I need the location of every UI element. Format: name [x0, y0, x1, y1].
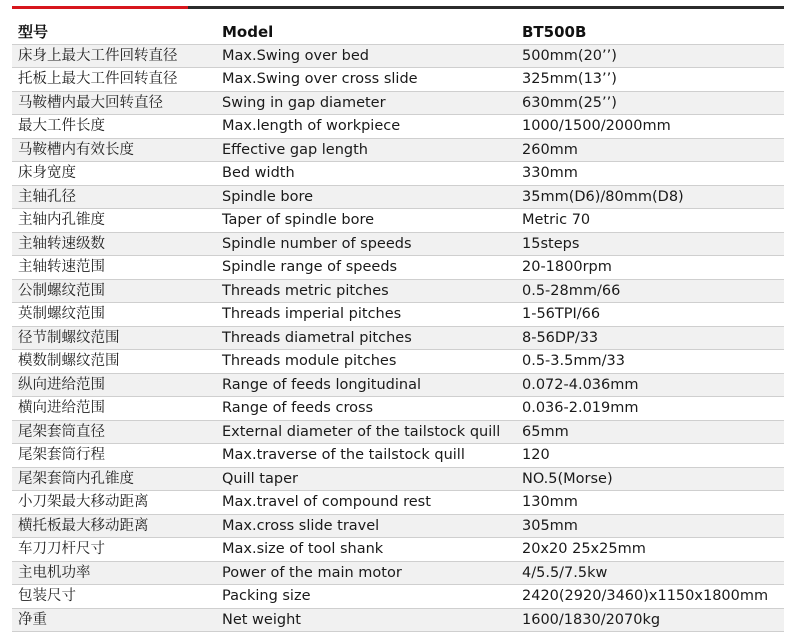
spec-value: 500mm(20’’): [516, 44, 784, 68]
spec-value: 8-56DP/33: [516, 326, 784, 350]
table-row: [12, 91, 784, 115]
table-row: [12, 585, 784, 609]
spec-value: 0.5-28mm/66: [516, 279, 784, 303]
table-row: [12, 185, 784, 209]
spec-value: 305mm: [516, 514, 784, 538]
spec-value: 2420(2920/3460)x1150x1800mm: [516, 585, 784, 609]
specification-table: [12, 21, 784, 632]
table-row: [12, 303, 784, 327]
spec-label-en: Max.size of tool shank: [216, 538, 516, 562]
spec-value: 1000/1500/2000mm: [516, 115, 784, 139]
spec-label-en: Quill taper: [216, 467, 516, 491]
table-row: [12, 514, 784, 538]
spec-value: 325mm(13’’): [516, 68, 784, 92]
table-row: [12, 467, 784, 491]
spec-value: 65mm: [516, 420, 784, 444]
spec-label-en: Spindle number of speeds: [216, 232, 516, 256]
spec-table-body: [12, 44, 784, 632]
spec-label-cn: 马鞍槽内有效长度: [12, 138, 216, 162]
spec-label-cn: 英制螺纹范围: [12, 303, 216, 327]
spec-value: 330mm: [516, 162, 784, 186]
table-row: [12, 44, 784, 68]
table-row: [12, 162, 784, 186]
spec-label-en: Net weight: [216, 608, 516, 632]
spec-value: 120: [516, 444, 784, 468]
spec-label-en: Spindle range of speeds: [216, 256, 516, 280]
spec-label-cn: 床身上最大工件回转直径: [12, 44, 216, 68]
header-accent-red: [12, 6, 188, 9]
spec-label-en: Effective gap length: [216, 138, 516, 162]
table-row: [12, 68, 784, 92]
spec-label-cn: 横托板最大移动距离: [12, 514, 216, 538]
spec-value: 20-1800rpm: [516, 256, 784, 280]
table-row: [12, 115, 784, 139]
spec-label-cn: 尾架套筒直径: [12, 420, 216, 444]
spec-label-cn: 车刀刀杆尺寸: [12, 538, 216, 562]
spec-value: 0.072-4.036mm: [516, 373, 784, 397]
spec-label-cn: 马鞍槽内最大回转直径: [12, 91, 216, 115]
spec-label-cn: 尾架套筒行程: [12, 444, 216, 468]
spec-value: 1600/1830/2070kg: [516, 608, 784, 632]
header-model-cn: 型号: [12, 21, 216, 44]
spec-label-en: Max.Swing over cross slide: [216, 68, 516, 92]
table-row: [12, 397, 784, 421]
spec-value: 260mm: [516, 138, 784, 162]
table-row: [12, 608, 784, 632]
spec-label-cn: 主轴内孔锥度: [12, 209, 216, 233]
spec-label-cn: 横向进给范围: [12, 397, 216, 421]
spec-value: 4/5.5/7.5kw: [516, 561, 784, 585]
spec-label-en: Threads diametral pitches: [216, 326, 516, 350]
spec-label-en: Max.length of workpiece: [216, 115, 516, 139]
spec-label-cn: 尾架套筒内孔锥度: [12, 467, 216, 491]
table-row: [12, 444, 784, 468]
header-accent-bar: [12, 6, 784, 9]
table-row: [12, 232, 784, 256]
spec-label-en: Spindle bore: [216, 185, 516, 209]
header-accent-dark: [188, 6, 784, 9]
spec-label-cn: 最大工件长度: [12, 115, 216, 139]
spec-label-en: Threads imperial pitches: [216, 303, 516, 327]
table-row: [12, 420, 784, 444]
spec-label-cn: 公制螺纹范围: [12, 279, 216, 303]
spec-value: 35mm(D6)/80mm(D8): [516, 185, 784, 209]
spec-label-en: Taper of spindle bore: [216, 209, 516, 233]
spec-label-cn: 净重: [12, 608, 216, 632]
spec-label-en: External diameter of the tailstock quill: [216, 420, 516, 444]
spec-label-cn: 主电机功率: [12, 561, 216, 585]
spec-label-cn: 模数制螺纹范围: [12, 350, 216, 374]
spec-value: Metric 70: [516, 209, 784, 233]
spec-label-en: Packing size: [216, 585, 516, 609]
table-row: [12, 326, 784, 350]
spec-label-en: Range of feeds longitudinal: [216, 373, 516, 397]
spec-value: 0.036-2.019mm: [516, 397, 784, 421]
spec-label-en: Max.traverse of the tailstock quill: [216, 444, 516, 468]
spec-value: 1-56TPI/66: [516, 303, 784, 327]
spec-label-en: Threads module pitches: [216, 350, 516, 374]
table-row: [12, 491, 784, 515]
table-row: [12, 350, 784, 374]
spec-label-en: Swing in gap diameter: [216, 91, 516, 115]
spec-label-cn: 包装尺寸: [12, 585, 216, 609]
table-row: [12, 138, 784, 162]
table-row: [12, 256, 784, 280]
spec-label-en: Threads metric pitches: [216, 279, 516, 303]
spec-table-header: [12, 21, 784, 44]
spec-label-en: Range of feeds cross: [216, 397, 516, 421]
spec-label-cn: 主轴孔径: [12, 185, 216, 209]
header-model-value: BT500B: [516, 21, 784, 44]
spec-label-cn: 小刀架最大移动距离: [12, 491, 216, 515]
table-row: [12, 373, 784, 397]
spec-label-cn: 主轴转速级数: [12, 232, 216, 256]
spec-label-en: Power of the main motor: [216, 561, 516, 585]
spec-label-en: Bed width: [216, 162, 516, 186]
spec-value: 630mm(25’’): [516, 91, 784, 115]
spec-value: 130mm: [516, 491, 784, 515]
table-row: [12, 279, 784, 303]
spec-label-en: Max.travel of compound rest: [216, 491, 516, 515]
spec-value: 20x20 25x25mm: [516, 538, 784, 562]
spec-label-cn: 托板上最大工件回转直径: [12, 68, 216, 92]
spec-label-cn: 主轴转速范围: [12, 256, 216, 280]
table-row: [12, 209, 784, 233]
header-row: [12, 21, 784, 44]
spec-value: NO.5(Morse): [516, 467, 784, 491]
spec-label-cn: 径节制螺纹范围: [12, 326, 216, 350]
table-row: [12, 538, 784, 562]
spec-label-en: Max.cross slide travel: [216, 514, 516, 538]
spec-label-cn: 纵向进给范围: [12, 373, 216, 397]
spec-value: 0.5-3.5mm/33: [516, 350, 784, 374]
spec-label-cn: 床身宽度: [12, 162, 216, 186]
header-model-en: Model: [216, 21, 516, 44]
spec-value: 15steps: [516, 232, 784, 256]
table-row: [12, 561, 784, 585]
spec-label-en: Max.Swing over bed: [216, 44, 516, 68]
